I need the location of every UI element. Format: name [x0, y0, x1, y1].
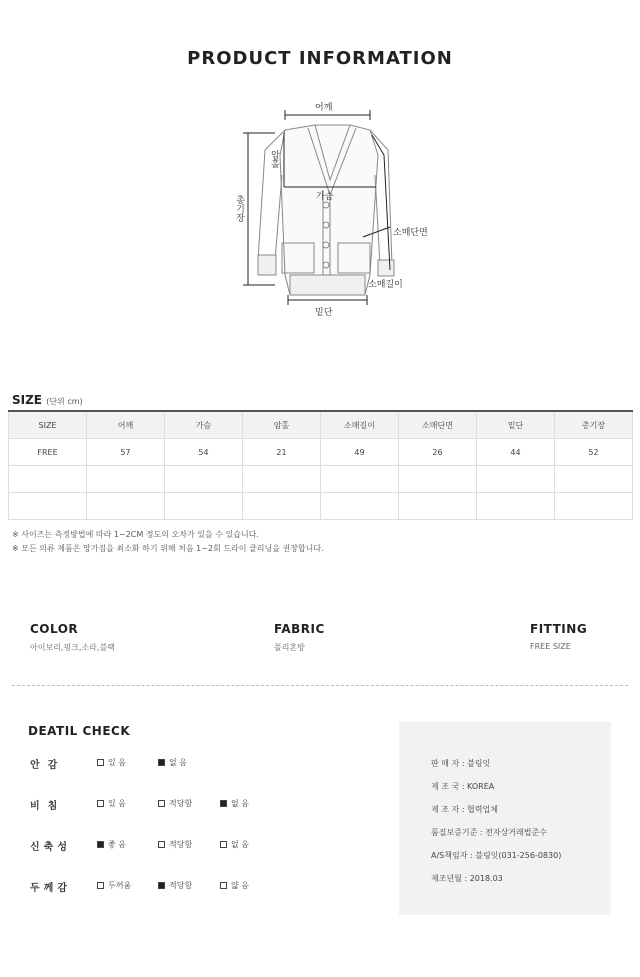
table-cell: 44: [477, 439, 555, 466]
fabric-section: [274, 622, 325, 653]
page-title: PRODUCT INFORMATION: [187, 48, 453, 69]
cardigan-illustration: [230, 95, 450, 325]
shoulder-label: 어깨: [315, 103, 333, 113]
size-heading: [12, 393, 83, 407]
header-cell: 총기장: [555, 411, 633, 439]
table-cell: [243, 493, 321, 520]
info-manufacturer: 제 조 자 : 협력업체: [431, 805, 498, 814]
table-cell: 21: [243, 439, 321, 466]
fitting-title: FITTING: [530, 622, 588, 636]
table-cell: 52: [555, 439, 633, 466]
option-label: 좋 음: [108, 840, 126, 849]
size-table: [8, 410, 633, 520]
checkbox-icon: [158, 841, 165, 848]
detail-row-label: 두께감: [30, 883, 71, 894]
table-row: [9, 439, 633, 466]
header-cell: 소매길이: [321, 411, 399, 439]
option-item: [158, 880, 192, 891]
checkbox-icon: [97, 800, 104, 807]
table-cell: [399, 493, 477, 520]
sleeve-width-label: 소매단면: [393, 228, 428, 238]
checkbox-checked-icon: [220, 800, 227, 807]
table-row: [9, 493, 633, 520]
checkbox-icon: [158, 800, 165, 807]
table-cell: [555, 493, 633, 520]
fabric-value: 폴리혼방: [274, 643, 305, 652]
detail-row-elasticity: [30, 838, 330, 852]
armhole-label: 암홀: [269, 150, 279, 168]
option-label: 없 음: [231, 799, 249, 808]
header-cell: 어깨: [87, 411, 165, 439]
checkbox-checked-icon: [158, 759, 165, 766]
sleeve-length-label: 소매길이: [368, 280, 403, 290]
checkbox-checked-icon: [158, 882, 165, 889]
checkbox-icon: [97, 882, 104, 889]
hem-label: 밑단: [315, 308, 333, 318]
detail-row-label: 안감: [30, 760, 66, 771]
table-row: [9, 466, 633, 493]
option-label: 있 음: [108, 799, 126, 808]
option-item: [158, 839, 192, 850]
color-title: COLOR: [30, 622, 79, 636]
info-quality: 품질보증기준 : 전자상거래법준수: [431, 828, 547, 837]
option-item: [97, 880, 131, 891]
checkbox-checked-icon: [97, 841, 104, 848]
length-label: 총기장: [234, 195, 244, 222]
option-item: [220, 798, 249, 809]
option-label: 있 음: [108, 758, 126, 767]
table-cell: [321, 466, 399, 493]
option-label: 얇 음: [231, 881, 249, 890]
color-section: [30, 622, 115, 653]
chest-label: 가슴: [316, 192, 334, 202]
header-cell: SIZE: [9, 411, 87, 439]
info-country: 제 조 국 : KOREA: [431, 782, 495, 791]
option-item: [97, 798, 126, 809]
info-as-contact: A/S책임자 : 블링잇(031-256-0830): [431, 851, 562, 860]
fabric-title: FABRIC: [274, 622, 325, 636]
table-cell: [399, 466, 477, 493]
checkbox-icon: [220, 882, 227, 889]
option-item: [158, 757, 187, 768]
header-cell: 가슴: [165, 411, 243, 439]
table-cell: 26: [399, 439, 477, 466]
option-item: [158, 798, 192, 809]
table-cell: 54: [165, 439, 243, 466]
header-cell: 밑단: [477, 411, 555, 439]
option-label: 없 음: [231, 840, 249, 849]
option-label: 적당함: [169, 799, 193, 808]
detail-row-sheerness: [30, 797, 330, 811]
detail-row-lining: [30, 756, 330, 770]
option-item: [97, 757, 126, 768]
table-cell: [243, 466, 321, 493]
note-line: ※ 사이즈는 측정방법에 따라 1~2CM 정도의 오차가 있을 수 있습니다.: [12, 530, 259, 539]
detail-row-label: 신축성: [30, 842, 71, 853]
detail-check-title: DEATIL CHECK: [28, 724, 131, 738]
option-label: 적당함: [169, 840, 193, 849]
table-cell: [9, 466, 87, 493]
seller-info-box: [399, 722, 611, 915]
table-cell: FREE: [9, 439, 87, 466]
size-heading-text: SIZE: [12, 393, 43, 407]
option-label: 두꺼움: [108, 881, 132, 890]
fitting-section: [530, 622, 587, 651]
note-line: ※ 모든 의류 제품은 망가짐을 최소화 하기 위해 처음 1~2회 드라이 클리닝을 권장합니다.: [12, 544, 324, 553]
section-divider: [12, 685, 628, 686]
table-cell: 57: [87, 439, 165, 466]
table-cell: 49: [321, 439, 399, 466]
table-cell: [165, 493, 243, 520]
table-cell: [87, 493, 165, 520]
checkbox-icon: [220, 841, 227, 848]
table-cell: [165, 466, 243, 493]
table-cell: [477, 493, 555, 520]
option-label: 적당함: [169, 881, 193, 890]
checkbox-icon: [97, 759, 104, 766]
color-value: 아이보리,핑크,소라,블랙: [30, 643, 115, 652]
table-cell: [87, 466, 165, 493]
detail-row-thickness: [30, 879, 330, 893]
fitting-value: FREE SIZE: [530, 642, 571, 651]
cardigan-diagram: [230, 95, 450, 329]
info-date: 제조년월 : 2018.03: [431, 874, 503, 883]
size-notes: [12, 528, 324, 556]
header-cell: 암홀: [243, 411, 321, 439]
header-cell: 소매단면: [399, 411, 477, 439]
size-table-header: [9, 411, 633, 439]
table-cell: [477, 466, 555, 493]
option-item: [97, 839, 126, 850]
table-cell: [555, 466, 633, 493]
option-item: [220, 880, 249, 891]
option-item: [220, 839, 249, 850]
info-seller: 판 매 자 : 블링잇: [431, 759, 491, 768]
detail-row-label: 비침: [30, 801, 66, 812]
table-cell: [321, 493, 399, 520]
table-cell: [9, 493, 87, 520]
size-unit: (단위 cm): [46, 397, 83, 406]
option-label: 없 음: [169, 758, 187, 767]
